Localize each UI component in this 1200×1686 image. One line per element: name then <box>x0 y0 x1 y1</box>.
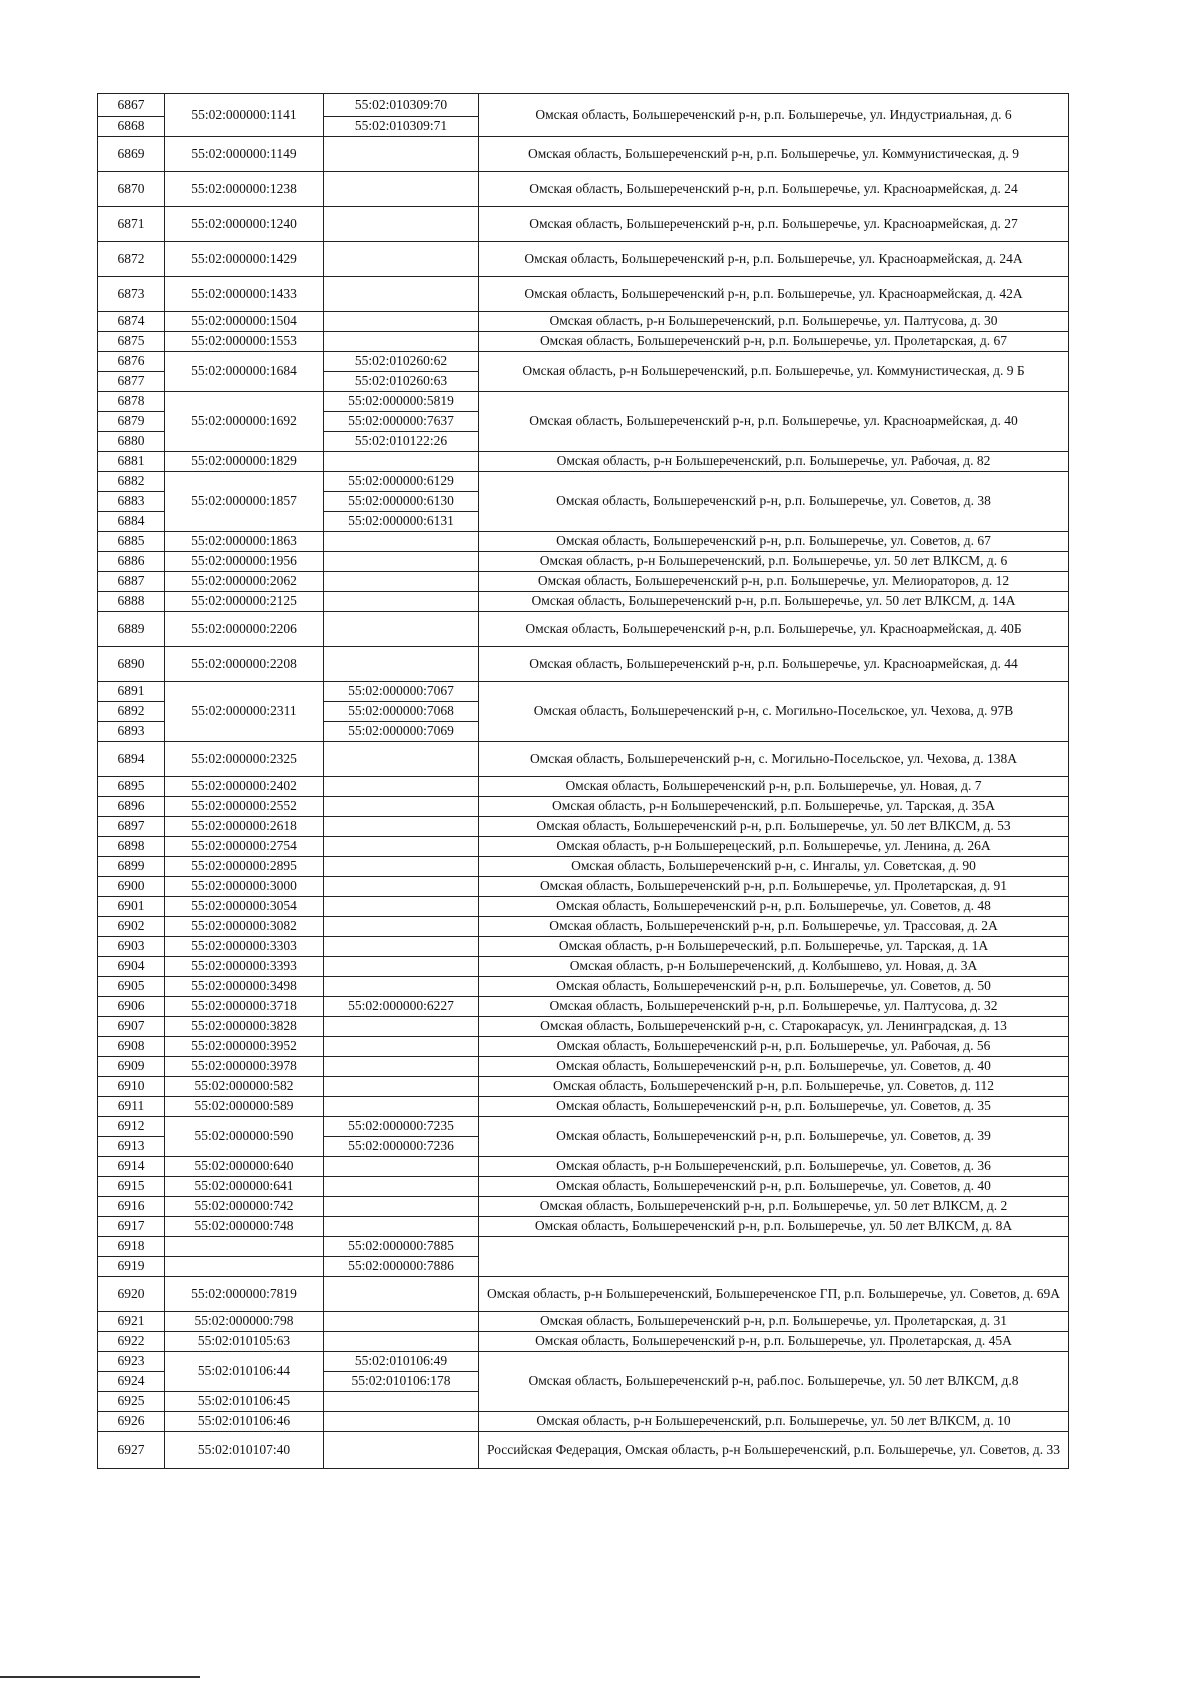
table-row <box>98 592 1069 612</box>
address-cell: Омская область, р-н Большереченский, р.п. Большеречье, ул. Палтусова, д. 30 <box>479 312 1069 332</box>
table-row <box>98 552 1069 572</box>
address-cell: Омская область, Большереченский р-н, раб.пос. Большеречье, ул. 50 лет ВЛКСМ, д.8 <box>479 1352 1069 1412</box>
cadastral-number-cell: 55:02:000000:1829 <box>165 452 324 472</box>
row-number-cell: 6886 <box>98 552 165 572</box>
row-number-cell: 6922 <box>98 1332 165 1352</box>
linked-cadastral-number-cell <box>324 312 479 332</box>
row-number-cell: 6902 <box>98 917 165 937</box>
table-row <box>98 1312 1069 1332</box>
table-row <box>98 1332 1069 1352</box>
row-number-cell: 6910 <box>98 1077 165 1097</box>
table-row <box>98 392 1069 412</box>
table-row <box>98 1277 1069 1312</box>
cadastral-number-cell: 55:02:000000:589 <box>165 1097 324 1117</box>
cadastral-number-cell: 55:02:000000:1857 <box>165 472 324 532</box>
linked-cadastral-number-cell: 55:02:010309:70 <box>324 94 479 117</box>
address-cell: Омская область, Большереченский р-н, р.п. Большеречье, ул. Коммунистическая, д. 9 <box>479 137 1069 172</box>
row-number-cell: 6911 <box>98 1097 165 1117</box>
cadastral-number-cell: 55:02:010105:63 <box>165 1332 324 1352</box>
address-cell: Омская область, Большереченский р-н, р.п. Большеречье, ул. Палтусова, д. 32 <box>479 997 1069 1017</box>
row-number-cell: 6925 <box>98 1392 165 1412</box>
row-number-cell: 6924 <box>98 1372 165 1392</box>
address-cell: Омская область, Большереченский р-н, р.п. Большеречье, ул. Новая, д. 7 <box>479 777 1069 797</box>
address-cell: Омская область, Большереченский р-н, р.п. Большеречье, ул. 50 лет ВЛКСМ, д. 2 <box>479 1197 1069 1217</box>
row-number-cell: 6912 <box>98 1117 165 1137</box>
table-row <box>98 742 1069 777</box>
linked-cadastral-number-cell <box>324 242 479 277</box>
cadastral-number-cell: 55:02:000000:1238 <box>165 172 324 207</box>
cadastral-number-cell: 55:02:000000:3303 <box>165 937 324 957</box>
cadastral-number-cell <box>165 1257 324 1277</box>
page-bottom-rule <box>0 1676 200 1678</box>
linked-cadastral-number-cell: 55:02:000000:7637 <box>324 412 479 432</box>
cadastral-number-cell: 55:02:000000:3718 <box>165 997 324 1017</box>
address-cell: Омская область, Большереченский р-н, с. Старокарасук, ул. Ленинградская, д. 13 <box>479 1017 1069 1037</box>
row-number-cell: 6889 <box>98 612 165 647</box>
row-number-cell: 6873 <box>98 277 165 312</box>
address-cell: Омская область, Большереченский р-н, р.п. Большеречье, ул. Трассовая, д. 2А <box>479 917 1069 937</box>
table-row <box>98 682 1069 702</box>
cadastral-number-cell: 55:02:000000:2895 <box>165 857 324 877</box>
address-cell: Омская область, р-н Большереченский, р.п. Большеречье, ул. Рабочая, д. 82 <box>479 452 1069 472</box>
linked-cadastral-number-cell <box>324 1177 479 1197</box>
linked-cadastral-number-cell <box>324 572 479 592</box>
linked-cadastral-number-cell: 55:02:010260:62 <box>324 352 479 372</box>
table-row <box>98 1017 1069 1037</box>
cadastral-number-cell: 55:02:000000:3054 <box>165 897 324 917</box>
cadastral-number-cell <box>165 1237 324 1257</box>
linked-cadastral-number-cell <box>324 1077 479 1097</box>
cadastral-number-cell: 55:02:000000:2402 <box>165 777 324 797</box>
cadastral-number-cell: 55:02:000000:582 <box>165 1077 324 1097</box>
table-row <box>98 647 1069 682</box>
table-row <box>98 817 1069 837</box>
row-number-cell: 6888 <box>98 592 165 612</box>
row-number-cell: 6903 <box>98 937 165 957</box>
linked-cadastral-number-cell: 55:02:000000:7067 <box>324 682 479 702</box>
table-row <box>98 1177 1069 1197</box>
cadastral-number-cell: 55:02:000000:742 <box>165 1197 324 1217</box>
cadastral-number-cell: 55:02:000000:748 <box>165 1217 324 1237</box>
linked-cadastral-number-cell <box>324 837 479 857</box>
linked-cadastral-number-cell: 55:02:010106:178 <box>324 1372 479 1392</box>
address-cell: Омская область, Большереченский р-н, р.п. Большеречье, ул. Советов, д. 112 <box>479 1077 1069 1097</box>
table-row <box>98 1352 1069 1372</box>
address-cell: Омская область, Большереченский р-н, р.п. Большеречье, ул. Пролетарская, д. 91 <box>479 877 1069 897</box>
address-cell: Омская область, Большереченский р-н, р.п. Большеречье, ул. Пролетарская, д. 67 <box>479 332 1069 352</box>
address-cell: Омская область, Большереченский р-н, р.п. Большеречье, ул. Рабочая, д. 56 <box>479 1037 1069 1057</box>
address-cell: Омская область, Большереченский р-н, с. Ингалы, ул. Советская, д. 90 <box>479 857 1069 877</box>
table-row <box>98 332 1069 352</box>
linked-cadastral-number-cell: 55:02:010260:63 <box>324 372 479 392</box>
table-row <box>98 1197 1069 1217</box>
row-number-cell: 6898 <box>98 837 165 857</box>
cadastral-number-cell: 55:02:000000:1553 <box>165 332 324 352</box>
address-cell: Омская область, р-н Большереченский, р.п. Большеречье, ул. 50 лет ВЛКСМ, д. 6 <box>479 552 1069 572</box>
linked-cadastral-number-cell: 55:02:000000:6130 <box>324 492 479 512</box>
cadastral-number-cell: 55:02:000000:1240 <box>165 207 324 242</box>
row-number-cell: 6890 <box>98 647 165 682</box>
address-cell: Омская область, р-н Большереченский, р.п. Большеречье, ул. Советов, д. 36 <box>479 1157 1069 1177</box>
row-number-cell: 6894 <box>98 742 165 777</box>
cadastral-number-cell: 55:02:000000:2552 <box>165 797 324 817</box>
table-row <box>98 532 1069 552</box>
address-cell: Омская область, Большереченский р-н, р.п. Большеречье, ул. Советов, д. 35 <box>479 1097 1069 1117</box>
linked-cadastral-number-cell <box>324 817 479 837</box>
table-row <box>98 797 1069 817</box>
row-number-cell: 6919 <box>98 1257 165 1277</box>
linked-cadastral-number-cell: 55:02:000000:6129 <box>324 472 479 492</box>
table-row <box>98 1117 1069 1137</box>
table-row <box>98 572 1069 592</box>
cadastral-number-cell: 55:02:000000:2325 <box>165 742 324 777</box>
row-number-cell: 6881 <box>98 452 165 472</box>
table-row <box>98 242 1069 277</box>
cadastral-number-cell: 55:02:000000:3393 <box>165 957 324 977</box>
address-cell: Омская область, Большереченский р-н, р.п. Большеречье, ул. Советов, д. 39 <box>479 1117 1069 1157</box>
cadastral-number-cell: 55:02:000000:641 <box>165 1177 324 1197</box>
row-number-cell: 6927 <box>98 1432 165 1469</box>
row-number-cell: 6914 <box>98 1157 165 1177</box>
linked-cadastral-number-cell <box>324 532 479 552</box>
cadastral-number-cell: 55:02:000000:2208 <box>165 647 324 682</box>
row-number-cell: 6869 <box>98 137 165 172</box>
cadastral-number-cell: 55:02:010106:45 <box>165 1392 324 1412</box>
address-cell: Омская область, Большереченский р-н, с. Могильно-Посельское, ул. Чехова, д. 138А <box>479 742 1069 777</box>
linked-cadastral-number-cell <box>324 1097 479 1117</box>
address-cell: Омская область, Большереченский р-н, р.п. Большеречье, ул. Пролетарская, д. 31 <box>479 1312 1069 1332</box>
cadastral-number-cell: 55:02:000000:3498 <box>165 977 324 997</box>
row-number-cell: 6917 <box>98 1217 165 1237</box>
address-cell: Омская область, Большереченский р-н, р.п. Большеречье, ул. 50 лет ВЛКСМ, д. 14А <box>479 592 1069 612</box>
cadastral-number-cell: 55:02:000000:798 <box>165 1312 324 1332</box>
cadastral-number-cell: 55:02:010106:44 <box>165 1352 324 1392</box>
linked-cadastral-number-cell: 55:02:010122:26 <box>324 432 479 452</box>
table-row <box>98 837 1069 857</box>
row-number-cell: 6896 <box>98 797 165 817</box>
row-number-cell: 6874 <box>98 312 165 332</box>
table-row <box>98 1077 1069 1097</box>
table-row <box>98 612 1069 647</box>
address-cell: Омская область, Большереченский р-н, р.п. Большеречье, ул. Советов, д. 50 <box>479 977 1069 997</box>
row-number-cell: 6901 <box>98 897 165 917</box>
row-number-cell: 6882 <box>98 472 165 492</box>
linked-cadastral-number-cell <box>324 777 479 797</box>
cadastral-number-cell: 55:02:000000:1956 <box>165 552 324 572</box>
linked-cadastral-number-cell <box>324 897 479 917</box>
row-number-cell: 6918 <box>98 1237 165 1257</box>
row-number-cell: 6879 <box>98 412 165 432</box>
cadastral-number-cell: 55:02:000000:1141 <box>165 94 324 137</box>
table-row <box>98 277 1069 312</box>
address-cell: Омская область, Большереченский р-н, р.п. Большеречье, ул. Красноармейская, д. 24А <box>479 242 1069 277</box>
table-row <box>98 937 1069 957</box>
linked-cadastral-number-cell <box>324 1277 479 1312</box>
linked-cadastral-number-cell <box>324 1412 479 1432</box>
linked-cadastral-number-cell: 55:02:000000:7885 <box>324 1237 479 1257</box>
row-number-cell: 6904 <box>98 957 165 977</box>
address-cell: Омская область, Большереченский р-н, р.п. Большеречье, ул. Советов, д. 40 <box>479 1057 1069 1077</box>
row-number-cell: 6875 <box>98 332 165 352</box>
linked-cadastral-number-cell: 55:02:000000:6227 <box>324 997 479 1017</box>
cadastral-number-cell: 55:02:000000:7819 <box>165 1277 324 1312</box>
row-number-cell: 6905 <box>98 977 165 997</box>
row-number-cell: 6871 <box>98 207 165 242</box>
row-number-cell: 6897 <box>98 817 165 837</box>
linked-cadastral-number-cell <box>324 1312 479 1332</box>
linked-cadastral-number-cell: 55:02:010309:71 <box>324 117 479 137</box>
linked-cadastral-number-cell <box>324 1197 479 1217</box>
row-number-cell: 6900 <box>98 877 165 897</box>
linked-cadastral-number-cell <box>324 172 479 207</box>
table-row <box>98 352 1069 372</box>
linked-cadastral-number-cell <box>324 937 479 957</box>
row-number-cell: 6880 <box>98 432 165 452</box>
linked-cadastral-number-cell: 55:02:000000:7068 <box>324 702 479 722</box>
row-number-cell: 6920 <box>98 1277 165 1312</box>
table-row <box>98 1412 1069 1432</box>
row-number-cell: 6872 <box>98 242 165 277</box>
row-number-cell: 6887 <box>98 572 165 592</box>
table-row <box>98 1237 1069 1257</box>
table-row <box>98 1097 1069 1117</box>
linked-cadastral-number-cell: 55:02:000000:5819 <box>324 392 479 412</box>
linked-cadastral-number-cell: 55:02:000000:7235 <box>324 1117 479 1137</box>
cadastral-number-cell: 55:02:000000:3000 <box>165 877 324 897</box>
address-cell: Омская область, Большереченский р-н, р.п. Большеречье, ул. Красноармейская, д. 44 <box>479 647 1069 682</box>
address-cell: Омская область, Большереченский р-н, р.п. Большеречье, ул. Мелиораторов, д. 12 <box>479 572 1069 592</box>
linked-cadastral-number-cell: 55:02:000000:7069 <box>324 722 479 742</box>
address-cell: Омская область, Большереченский р-н, р.п. Большеречье, ул. Красноармейская, д. 40 <box>479 392 1069 452</box>
row-number-cell: 6895 <box>98 777 165 797</box>
linked-cadastral-number-cell: 55:02:000000:7236 <box>324 1137 479 1157</box>
row-number-cell: 6883 <box>98 492 165 512</box>
linked-cadastral-number-cell <box>324 1432 479 1469</box>
table-row <box>98 857 1069 877</box>
table-row <box>98 472 1069 492</box>
linked-cadastral-number-cell <box>324 1017 479 1037</box>
address-cell: Омская область, р-н Большереческий, р.п. Большеречье, ул. Тарская, д. 1А <box>479 937 1069 957</box>
address-cell <box>479 1237 1069 1277</box>
row-number-cell: 6923 <box>98 1352 165 1372</box>
table-row <box>98 94 1069 117</box>
address-cell: Омская область, р-н Большереченский, р.п. Большеречье, ул. Тарская, д. 35А <box>479 797 1069 817</box>
linked-cadastral-number-cell <box>324 742 479 777</box>
linked-cadastral-number-cell: 55:02:000000:6131 <box>324 512 479 532</box>
cadastral-number-cell: 55:02:010107:40 <box>165 1432 324 1469</box>
row-number-cell: 6892 <box>98 702 165 722</box>
cadastral-number-cell: 55:02:000000:2125 <box>165 592 324 612</box>
linked-cadastral-number-cell <box>324 917 479 937</box>
row-number-cell: 6867 <box>98 94 165 117</box>
linked-cadastral-number-cell <box>324 1157 479 1177</box>
row-number-cell: 6891 <box>98 682 165 702</box>
cadastral-number-cell: 55:02:000000:3978 <box>165 1057 324 1077</box>
address-cell: Омская область, Большереченский р-н, р.п. Большеречье, ул. Красноармейская, д. 27 <box>479 207 1069 242</box>
table-row <box>98 1432 1069 1469</box>
cadastral-number-cell: 55:02:000000:3082 <box>165 917 324 937</box>
address-cell: Омская область, р-н Большереченский, р.п. Большеречье, ул. 50 лет ВЛКСМ, д. 10 <box>479 1412 1069 1432</box>
row-number-cell: 6870 <box>98 172 165 207</box>
linked-cadastral-number-cell <box>324 1037 479 1057</box>
linked-cadastral-number-cell <box>324 277 479 312</box>
linked-cadastral-number-cell <box>324 1332 479 1352</box>
table-row <box>98 897 1069 917</box>
row-number-cell: 6915 <box>98 1177 165 1197</box>
address-cell: Омская область, р-н Большерецеский, р.п. Большеречье, ул. Ленина, д. 26А <box>479 837 1069 857</box>
cadastral-number-cell: 55:02:000000:640 <box>165 1157 324 1177</box>
register-table-body <box>98 94 1069 1469</box>
table-row <box>98 1217 1069 1237</box>
row-number-cell: 6885 <box>98 532 165 552</box>
address-cell: Омская область, Большереченский р-н, р.п. Большеречье, ул. Красноармейская, д. 24 <box>479 172 1069 207</box>
row-number-cell: 6907 <box>98 1017 165 1037</box>
row-number-cell: 6921 <box>98 1312 165 1332</box>
linked-cadastral-number-cell <box>324 612 479 647</box>
cadastral-number-cell: 55:02:000000:2311 <box>165 682 324 742</box>
linked-cadastral-number-cell <box>324 452 479 472</box>
table-row <box>98 137 1069 172</box>
address-cell: Омская область, Большереченский р-н, р.п. Большеречье, ул. Красноармейская, д. 40Б <box>479 612 1069 647</box>
row-number-cell: 6868 <box>98 117 165 137</box>
cadastral-register-table <box>97 93 1069 1469</box>
table-row <box>98 452 1069 472</box>
table-row <box>98 777 1069 797</box>
row-number-cell: 6884 <box>98 512 165 532</box>
row-number-cell: 6906 <box>98 997 165 1017</box>
linked-cadastral-number-cell <box>324 332 479 352</box>
cadastral-number-cell: 55:02:000000:1684 <box>165 352 324 392</box>
cadastral-number-cell: 55:02:000000:3952 <box>165 1037 324 1057</box>
row-number-cell: 6908 <box>98 1037 165 1057</box>
address-cell: Омская область, Большереченский р-н, р.п. Большеречье, ул. Красноармейская, д. 42А <box>479 277 1069 312</box>
address-cell: Омская область, Большереченский р-н, р.п. Большеречье, ул. 50 лет ВЛКСМ, д. 8А <box>479 1217 1069 1237</box>
row-number-cell: 6909 <box>98 1057 165 1077</box>
table-row <box>98 1057 1069 1077</box>
linked-cadastral-number-cell <box>324 957 479 977</box>
table-row <box>98 997 1069 1017</box>
table-row <box>98 877 1069 897</box>
cadastral-number-cell: 55:02:000000:2754 <box>165 837 324 857</box>
linked-cadastral-number-cell: 55:02:000000:7886 <box>324 1257 479 1277</box>
address-cell: Омская область, Большереченский р-н, с. Могильно-Посельское, ул. Чехова, д. 97В <box>479 682 1069 742</box>
linked-cadastral-number-cell <box>324 592 479 612</box>
linked-cadastral-number-cell <box>324 552 479 572</box>
address-cell: Омская область, Большереченский р-н, р.п. Большеречье, ул. 50 лет ВЛКСМ, д. 53 <box>479 817 1069 837</box>
linked-cadastral-number-cell <box>324 1392 479 1412</box>
table-row <box>98 977 1069 997</box>
table-row <box>98 957 1069 977</box>
linked-cadastral-number-cell <box>324 1217 479 1237</box>
address-cell: Омская область, Большереченский р-н, р.п. Большеречье, ул. Индустриальная, д. 6 <box>479 94 1069 137</box>
address-cell: Омская область, Большереченский р-н, р.п. Большеречье, ул. Пролетарская, д. 45А <box>479 1332 1069 1352</box>
linked-cadastral-number-cell <box>324 1057 479 1077</box>
row-number-cell: 6878 <box>98 392 165 412</box>
linked-cadastral-number-cell <box>324 137 479 172</box>
table-row <box>98 1037 1069 1057</box>
address-cell: Омская область, р-н Большереченский, Большереченское ГП, р.п. Большеречье, ул. Советов, д. 69А <box>479 1277 1069 1312</box>
cadastral-number-cell: 55:02:000000:1429 <box>165 242 324 277</box>
address-cell: Омская область, Большереченский р-н, р.п. Большеречье, ул. Советов, д. 67 <box>479 532 1069 552</box>
cadastral-number-cell: 55:02:000000:1863 <box>165 532 324 552</box>
linked-cadastral-number-cell <box>324 977 479 997</box>
address-cell: Омская область, Большереченский р-н, р.п. Большеречье, ул. Советов, д. 38 <box>479 472 1069 532</box>
address-cell: Российская Федерация, Омская область, р-н Большереченский, р.п. Большеречье, ул. Советов, д. 33 <box>479 1432 1069 1469</box>
row-number-cell: 6876 <box>98 352 165 372</box>
cadastral-number-cell: 55:02:000000:3828 <box>165 1017 324 1037</box>
cadastral-number-cell: 55:02:000000:1504 <box>165 312 324 332</box>
address-cell: Омская область, Большереченский р-н, р.п. Большеречье, ул. Советов, д. 48 <box>479 897 1069 917</box>
linked-cadastral-number-cell <box>324 877 479 897</box>
address-cell: Омская область, р-н Большереченский, р.п. Большеречье, ул. Коммунистическая, д. 9 Б <box>479 352 1069 392</box>
row-number-cell: 6916 <box>98 1197 165 1217</box>
row-number-cell: 6893 <box>98 722 165 742</box>
cadastral-number-cell: 55:02:000000:1692 <box>165 392 324 452</box>
cadastral-number-cell: 55:02:000000:2062 <box>165 572 324 592</box>
table-row <box>98 172 1069 207</box>
cadastral-number-cell: 55:02:000000:2206 <box>165 612 324 647</box>
address-cell: Омская область, Большереченский р-н, р.п. Большеречье, ул. Советов, д. 40 <box>479 1177 1069 1197</box>
cadastral-number-cell: 55:02:000000:590 <box>165 1117 324 1157</box>
table-row <box>98 312 1069 332</box>
row-number-cell: 6899 <box>98 857 165 877</box>
linked-cadastral-number-cell <box>324 857 479 877</box>
row-number-cell: 6877 <box>98 372 165 392</box>
address-cell: Омская область, р-н Большереченский, д. Колбышево, ул. Новая, д. 3А <box>479 957 1069 977</box>
linked-cadastral-number-cell: 55:02:010106:49 <box>324 1352 479 1372</box>
cadastral-number-cell: 55:02:000000:2618 <box>165 817 324 837</box>
row-number-cell: 6913 <box>98 1137 165 1157</box>
cadastral-number-cell: 55:02:000000:1433 <box>165 277 324 312</box>
cadastral-number-cell: 55:02:000000:1149 <box>165 137 324 172</box>
table-row <box>98 1157 1069 1177</box>
cadastral-number-cell: 55:02:010106:46 <box>165 1412 324 1432</box>
linked-cadastral-number-cell <box>324 207 479 242</box>
linked-cadastral-number-cell <box>324 647 479 682</box>
table-row <box>98 917 1069 937</box>
linked-cadastral-number-cell <box>324 797 479 817</box>
table-row <box>98 207 1069 242</box>
row-number-cell: 6926 <box>98 1412 165 1432</box>
